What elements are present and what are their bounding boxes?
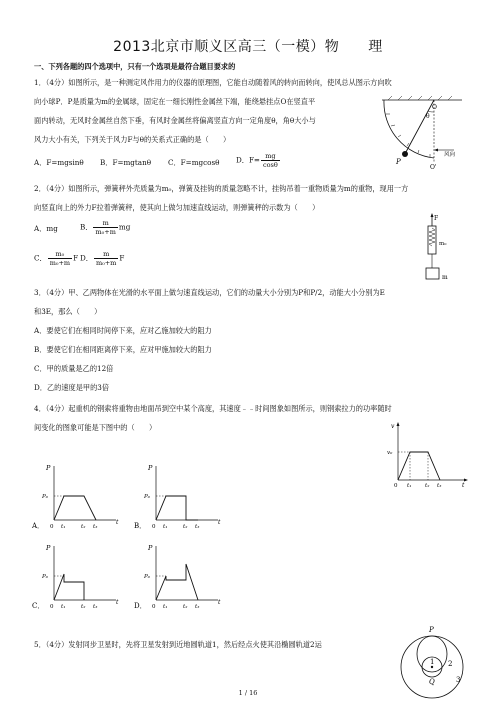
q1-option-d: [236, 152, 281, 169]
q1-d-denominator: cosθ: [262, 161, 278, 169]
q4-graph-axis-t: t: [116, 519, 119, 526]
q4-graph-axis-P: P: [46, 464, 51, 472]
q4-graph-axis-t: t: [116, 599, 119, 606]
q4-graph-origin: 0: [152, 524, 156, 530]
q4-graph-power-curve: [54, 496, 96, 520]
q4-vt-origin: 0: [394, 483, 398, 489]
q4-graph-power-curve: [156, 496, 198, 520]
q2-fig-label-F: F: [434, 215, 439, 222]
q3-text-line-2: 和3E，那么（ ）: [34, 307, 102, 316]
q1-text-line-3: 面内转动，无风时金属丝自然下垂，有风时金属丝将偏离竖直方向一定角度θ，角θ大小与: [34, 116, 316, 125]
page-title: 2013北京市顺义区高三（一模）物 理: [113, 39, 383, 55]
q3-text-line-1: 3．（4分）甲、乙两物体在光滑的水平面上做匀速直线运动，它们的动量大小分别为P和P/2，动能大小分别为E: [34, 288, 385, 297]
q4-graph-t2: t₂: [81, 524, 86, 530]
q4-option-label-b: B．: [134, 522, 147, 530]
q1-fig-label-O-prime: O': [430, 164, 437, 171]
q2-c-fraction: [48, 250, 72, 267]
q4-graph-t1: t₁: [61, 524, 66, 530]
q4-vt-axis-t: t: [462, 482, 465, 489]
q4-graph-origin: 0: [50, 524, 54, 530]
q2-d-suffix: F: [119, 253, 125, 263]
q4-option-graphs: [30, 456, 240, 616]
q5-fig-label-1: 1: [430, 658, 435, 666]
q2-fig-label-m: m: [442, 274, 448, 281]
q3-option-a: A．要使它们在相同时间停下来，应对乙施加较大的阻力: [34, 326, 212, 335]
q4-graph-axis-P: P: [46, 544, 51, 552]
q2-d-fraction: [94, 250, 118, 267]
q4-graph-axis-t: t: [218, 599, 221, 606]
q1-d-numerator: mg: [261, 152, 280, 161]
q4-vt-axis-v: v: [391, 423, 395, 430]
q1-wind-instrument-figure: [378, 94, 466, 172]
q1-fig-label-O: O: [432, 104, 437, 111]
q4-vt-t2: t₂: [425, 483, 430, 489]
q2-option-b: [80, 219, 130, 236]
q2-option-c: [34, 250, 78, 267]
q4-graph-axis-P: P: [148, 464, 153, 472]
q1-option-b: B．F=mgtanθ: [100, 158, 152, 167]
q3-option-c: C．甲的质量是乙的12倍: [34, 364, 114, 373]
q2-option-d: [80, 250, 124, 267]
q4-option-graph-d: [134, 544, 221, 610]
q1-option-d-fraction: [261, 152, 280, 169]
q5-fig-label-2: 2: [448, 660, 453, 668]
q2-d-numerator: m: [94, 250, 118, 259]
q4-option-graph-a: [31, 464, 119, 530]
q4-graph-power-curve: [156, 564, 198, 600]
q2-text-line-2: 向竖直向上的外力F拉着弹簧秤，使其向上做匀加速直线运动，则弹簧秤的示数为（ ）: [34, 203, 320, 212]
q4-graph-power-curve: [54, 574, 84, 600]
q4-graph-t2: t₂: [183, 524, 188, 530]
q4-graph-t3: t₃: [93, 524, 98, 530]
q1-option-c: C．F=mgcosθ: [168, 158, 220, 167]
q4-option-label-a: A．: [32, 522, 45, 530]
q2-d-prefix: D．: [80, 253, 93, 263]
q4-text-line-1: 4．（4分）起重机的钢索将重物由地面吊到空中某个高度，其速度﹣﹣时间图象如图所示，则钢索拉力的功率随时: [34, 404, 392, 413]
q5-fig-label-P: P: [429, 626, 434, 634]
q3-option-b: B．要使它们在相同距离停下来，应对甲施加较大的阻力: [34, 345, 212, 354]
q4-velocity-time-graph: [384, 420, 470, 490]
q2-c-prefix: C．: [34, 253, 47, 263]
section-heading: 一、下列各题的四个选项中，只有一个选项是最符合题目要求的: [34, 62, 236, 71]
q4-graph-t1: t₁: [163, 604, 168, 610]
q2-option-a: A．mg: [34, 224, 58, 233]
q4-text-line-2: 间变化的图象可能是下图中的（ ）: [34, 423, 157, 432]
q2-d-denominator: m₀+m: [95, 259, 117, 267]
q4-option-label-d: D．: [134, 602, 147, 610]
q4-graph-t2: t₂: [81, 604, 86, 610]
q2-spring-scale-figure: [420, 212, 460, 284]
q4-option-graph-b: [134, 464, 221, 530]
q2-b-denominator: m₀+m: [95, 228, 116, 236]
q3-option-d: D．乙的速度是甲的3倍: [34, 383, 110, 392]
q4-graph-label-P0: P₀: [144, 574, 150, 580]
q4-graph-t2: t₂: [183, 604, 188, 610]
q1-fig-label-P: P: [396, 158, 401, 166]
q4-option-label-c: C．: [32, 602, 45, 610]
q4-graph-t1: t₁: [61, 604, 66, 610]
q4-graph-origin: 0: [152, 604, 156, 610]
q4-graph-label-P0: P₀: [42, 574, 48, 580]
q1-text-line-4: 风力大小有关，下列关于风力F与θ的关系式正确的是（ ）: [34, 135, 231, 144]
q2-b-fraction: [93, 219, 117, 236]
q4-graph-axis-t: t: [218, 519, 221, 526]
q2-c-numerator: m₀: [48, 250, 72, 259]
q1-text-line-2: 向小球P．P是质量为m的金属球，固定在一细长刚性金属丝下端，能绕悬挂点O在竖直平: [34, 97, 316, 106]
q2-b-numerator: m: [93, 219, 117, 228]
q1-option-d-prefix: D．F=: [236, 155, 260, 165]
q2-text-line-1: 2．（4分）如图所示，弹簧秤外壳质量为m₀，弹簧及挂钩的质量忽略不计，挂钩吊着一重物质量为m的重物，现用一方: [34, 184, 409, 193]
q4-option-graph-c: [32, 544, 119, 610]
q5-text-line-1: 5．（4分）发射同步卫星时，先将卫星发射到近地圆轨道1，然后经点火使其沿椭圆轨道2运: [34, 640, 322, 649]
q4-graph-t3: t₃: [195, 524, 200, 530]
q1-option-a: A．F=mgsinθ: [34, 158, 84, 167]
q2-b-suffix: mg: [118, 222, 131, 232]
q1-fig-label-theta: θ: [426, 113, 430, 120]
q4-vt-t3: t₃: [437, 483, 442, 489]
q2-b-prefix: B．: [80, 222, 93, 232]
q2-c-suffix: F: [73, 253, 79, 263]
q4-graph-t3: t₃: [195, 604, 200, 610]
q4-graph-label-P0: P₀: [144, 494, 150, 500]
q1-text-line-1: 1．（4分）如图所示，是一种测定风作用力的仪器的原理图，它能自动随着风的转向而转向，使风总从图示方向吹: [34, 78, 392, 87]
q4-graph-axis-P: P: [148, 544, 153, 552]
q4-graph-t1: t₁: [163, 524, 168, 530]
q4-graph-origin: 0: [50, 604, 54, 610]
q5-fig-label-Q: Q: [429, 678, 435, 686]
q4-vt-t1: t₁: [407, 483, 412, 489]
q2-c-denominator: m₀+m: [49, 259, 71, 267]
q5-fig-label-3: 3: [456, 676, 461, 684]
q2-fig-label-m0: m₀: [439, 241, 447, 247]
q1-fig-label-wind: 风向: [444, 152, 456, 158]
q4-graph-label-P0: P₀: [42, 494, 48, 500]
page-number: 1 / 16: [238, 689, 258, 697]
q4-graph-t3: t₃: [93, 604, 98, 610]
q4-vt-label-v0: v₀: [387, 450, 393, 456]
